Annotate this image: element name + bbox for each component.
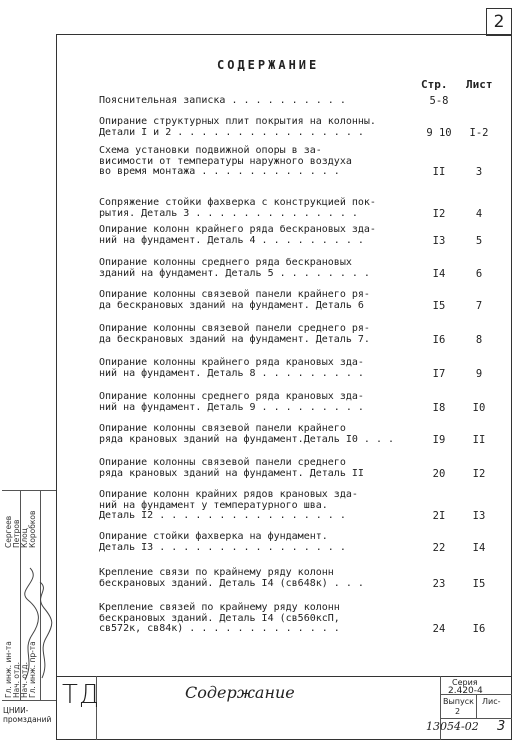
entry-text: Опирание колонны связевой панели среднего ряда крановых зданий на фундамент. Деталь II: [99, 457, 364, 479]
contents-entry: [99, 258, 499, 279]
entry-text: Опирание колонн крайнего ряда бескрановых зда- ний на фундамент. Деталь 4 . . . . . . . . .: [99, 224, 376, 246]
entry-sheet: 4: [475, 207, 483, 220]
document-title: СОДЕРЖАНИЕ: [217, 58, 320, 72]
stamp-name-2: Петров: [12, 519, 21, 548]
entry-text: Опирание колонны крайнего ряда крановых зда- ний на фундамент. Деталь 8 . . . . . . . . .: [99, 357, 364, 379]
title-block-divider: [476, 694, 477, 718]
entry-text: Сопряжение стойки фахверка с конструкцией пок- рытия. Деталь 3 . . . . . . . . . . . . . .: [99, 197, 376, 219]
entry-text: Пояснительная записка . . . . . . . . . .: [99, 95, 346, 106]
contents-entry: [99, 490, 499, 522]
contents-entry: [99, 603, 499, 635]
entry-sheet: I5: [472, 577, 486, 590]
td-logo: ТД: [62, 680, 101, 710]
vypusk-value: 2: [455, 707, 461, 716]
entry-page: I6: [432, 333, 446, 346]
entry-page: 2I: [432, 510, 446, 522]
entry-sheet: I0: [472, 401, 486, 414]
contents-entry: [99, 532, 499, 553]
contents-entry: [99, 290, 499, 311]
entry-sheet: 6: [475, 267, 483, 280]
entry-sheet: I-2: [469, 126, 489, 139]
entry-text: Схема установки подвижной опоры в за- висимости от температуры наружного воздуха во время монтажа . . . . . . . . . . . .: [99, 145, 352, 177]
entry-sheet: I6: [472, 623, 486, 635]
organization-label: ЦНИИ- промзданий: [3, 706, 52, 724]
stamp-name-3: Клоц: [20, 528, 29, 548]
entry-page: I4: [432, 267, 446, 280]
entry-page: I3: [432, 234, 446, 247]
entry-sheet: 8: [475, 333, 483, 346]
entry-sheet: 7: [475, 299, 483, 312]
contents-entry: [99, 424, 499, 445]
contents-entry: [99, 198, 499, 219]
contents-entry: [99, 324, 499, 345]
entry-sheet: 9: [475, 367, 483, 380]
entry-text: Опирание колонны среднего ряда крановых зда- ний на фундамент. Деталь 9 . . . . . . . . .: [99, 391, 364, 413]
entry-text: Опирание колонн крайних рядов крановых зда- ний на фундамент у температурного шва. Деталь I2 . . . . . . . . . . . . . . . .: [99, 489, 358, 521]
entry-page: 22: [432, 541, 446, 554]
entry-sheet: I3: [472, 510, 486, 522]
entry-sheet: II: [472, 433, 486, 446]
entry-text: Опирание стойки фахверка на фундамент. Деталь I3 . . . . . . . . . . . . . . . .: [99, 531, 346, 553]
entry-text: Крепление связей по крайнему ряду колонн бескрановых зданий. Деталь I4 (св560ксП, св572к, св84к) . . . . . . . . . . . . .: [99, 602, 340, 634]
entry-page: II: [432, 166, 446, 178]
stamp-role-1: Гл. инж. ин-та: [4, 641, 13, 698]
contents-entry: [99, 392, 499, 413]
entry-text: Опирание колонны связевой панели среднего ря- да бескрановых зданий на фундамент. Деталь 7.: [99, 323, 370, 345]
stamp-role-3: Нач. отд.: [20, 662, 29, 698]
contents-entry: [99, 458, 499, 479]
contents-entry: [99, 96, 499, 107]
stamp-role-4: Гл. инж. пр-та: [28, 641, 37, 698]
entry-page: I7: [432, 367, 446, 380]
contents-entry: [99, 568, 499, 589]
entry-page: 24: [432, 623, 446, 635]
seria-label: Серия: [452, 678, 478, 687]
stamp-role-2: Нач. отд.: [12, 662, 21, 698]
entry-sheet: 3: [475, 166, 483, 178]
entry-page: 20: [432, 467, 446, 480]
entry-page: I9: [432, 433, 446, 446]
seria-value: 2.420-4: [448, 686, 483, 696]
entry-page: I5: [432, 299, 446, 312]
stamp-name-4: Коробков: [28, 510, 37, 548]
signature-scribble: [40, 582, 52, 678]
vypusk-label: Выпуск: [443, 697, 474, 706]
entry-page: I2: [432, 207, 446, 220]
contents-entry: [99, 358, 499, 379]
contents-entry: [99, 225, 499, 246]
cipher: 13054-02: [426, 720, 479, 733]
list-label: Лис-: [482, 697, 501, 706]
entry-page: 23: [432, 577, 446, 590]
entry-text: Опирание колонны связевой панели крайнего ряда крановых зданий на фундамент.Деталь I0 . . .: [99, 423, 395, 445]
column-header-sheet: Лист: [466, 78, 493, 91]
contents-entry: [99, 117, 499, 138]
entry-text: Крепление связи по крайнему ряду колонн бескрановых зданий. Деталь I4 (св648к) . . .: [99, 567, 364, 589]
signature-scribble: [25, 568, 39, 680]
entry-page: 5-8: [429, 95, 449, 107]
signatures: [20, 560, 56, 690]
contents-entry: [99, 146, 499, 178]
entry-page: I8: [432, 401, 446, 414]
doc-title: Содержание: [185, 683, 295, 702]
entry-page: 9 10: [426, 126, 452, 139]
stamp-divider: [2, 700, 56, 701]
entry-text: Опирание колонны связевой панели крайнего ря- да бескрановых зданий на фундамент. Деталь 6: [99, 289, 370, 311]
entry-sheet: I2: [472, 467, 486, 480]
entry-text: Опирание структурных плит покрытия на колонны. Детали I и 2 . . . . . . . . . . . . . . . .: [99, 116, 376, 138]
stamp-name-1: Сергеев: [4, 515, 13, 548]
sheet-number-box: 2: [486, 8, 512, 36]
entry-sheet: 5: [475, 234, 483, 247]
entry-sheet: I4: [472, 541, 486, 554]
entry-text: Опирание колонны среднего ряда бескрановых зданий на фундамент. Деталь 5 . . . . . . . .: [99, 257, 370, 279]
column-header-page: Стр.: [421, 78, 448, 91]
list-value: 3: [497, 719, 506, 734]
